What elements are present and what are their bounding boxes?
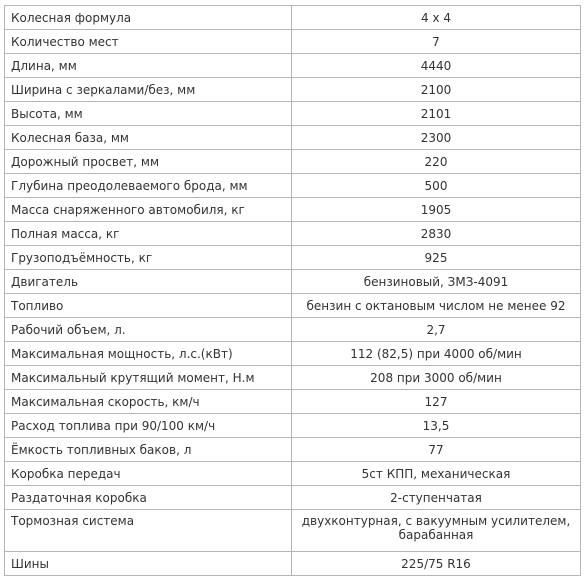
table-row: [5, 318, 581, 342]
table-row: [5, 78, 581, 102]
value-cell: 208 при 3000 об/мин: [292, 366, 581, 390]
value-cell: 1905: [292, 198, 581, 222]
param-cell: Рабочий объем, л.: [5, 318, 292, 342]
value-cell: 225/75 R16: [292, 552, 581, 576]
param-cell: Количество мест: [5, 30, 292, 54]
table-row: [5, 552, 581, 576]
param-cell: Колесная формула: [5, 6, 292, 30]
param-cell: Ширина с зеркалами/без, мм: [5, 78, 292, 102]
value-cell: 127: [292, 390, 581, 414]
table-row: [5, 150, 581, 174]
value-cell: 500: [292, 174, 581, 198]
specifications-table: [4, 5, 581, 576]
value-cell: бензин с октановым числом не менее 92: [292, 294, 581, 318]
value-cell: 5ст КПП, механическая: [292, 462, 581, 486]
table-row: [5, 222, 581, 246]
value-cell: 2-ступенчатая: [292, 486, 581, 510]
param-cell: Ёмкость топливных баков, л: [5, 438, 292, 462]
table-row: [5, 174, 581, 198]
param-cell: Двигатель: [5, 270, 292, 294]
value-cell: 2,7: [292, 318, 581, 342]
table-row: [5, 270, 581, 294]
table-row: [5, 390, 581, 414]
table-row: [5, 6, 581, 30]
table-row: [5, 486, 581, 510]
param-cell: Колесная база, мм: [5, 126, 292, 150]
table-row: [5, 294, 581, 318]
param-cell: Топливо: [5, 294, 292, 318]
param-cell: Максимальный крутящий момент, Н.м: [5, 366, 292, 390]
param-cell: Грузоподъёмность, кг: [5, 246, 292, 270]
param-cell: Максимальная скорость, км/ч: [5, 390, 292, 414]
param-cell: Глубина преодолеваемого брода, мм: [5, 174, 292, 198]
param-cell: Раздаточная коробка: [5, 486, 292, 510]
value-cell: 7: [292, 30, 581, 54]
value-cell: 77: [292, 438, 581, 462]
param-cell: Максимальная мощность, л.с.(кВт): [5, 342, 292, 366]
value-cell: 4440: [292, 54, 581, 78]
value-cell: 2100: [292, 78, 581, 102]
param-cell: Масса снаряженного автомобиля, кг: [5, 198, 292, 222]
value-cell: двухконтурная, с вакуумным усилителем, барабанная: [292, 510, 581, 552]
table-row: [5, 414, 581, 438]
specifications-table-body: [5, 6, 581, 576]
table-row: [5, 102, 581, 126]
value-cell: 2830: [292, 222, 581, 246]
value-cell: 13,5: [292, 414, 581, 438]
param-cell: Шины: [5, 552, 292, 576]
table-row: [5, 30, 581, 54]
value-cell: 925: [292, 246, 581, 270]
value-cell: бензиновый, ЗМЗ-4091: [292, 270, 581, 294]
table-row: [5, 246, 581, 270]
param-cell: Коробка передач: [5, 462, 292, 486]
table-row: [5, 510, 581, 552]
value-cell: 4 x 4: [292, 6, 581, 30]
table-row: [5, 342, 581, 366]
param-cell: Дорожный просвет, мм: [5, 150, 292, 174]
value-cell: 2300: [292, 126, 581, 150]
table-row: [5, 366, 581, 390]
table-row: [5, 438, 581, 462]
table-row: [5, 198, 581, 222]
param-cell: Длина, мм: [5, 54, 292, 78]
param-cell: Высота, мм: [5, 102, 292, 126]
param-cell: Тормозная система: [5, 510, 292, 552]
table-row: [5, 126, 581, 150]
table-row: [5, 54, 581, 78]
param-cell: Полная масса, кг: [5, 222, 292, 246]
value-cell: 2101: [292, 102, 581, 126]
table-row: [5, 462, 581, 486]
value-cell: 220: [292, 150, 581, 174]
value-cell: 112 (82,5) при 4000 об/мин: [292, 342, 581, 366]
param-cell: Расход топлива при 90/100 км/ч: [5, 414, 292, 438]
